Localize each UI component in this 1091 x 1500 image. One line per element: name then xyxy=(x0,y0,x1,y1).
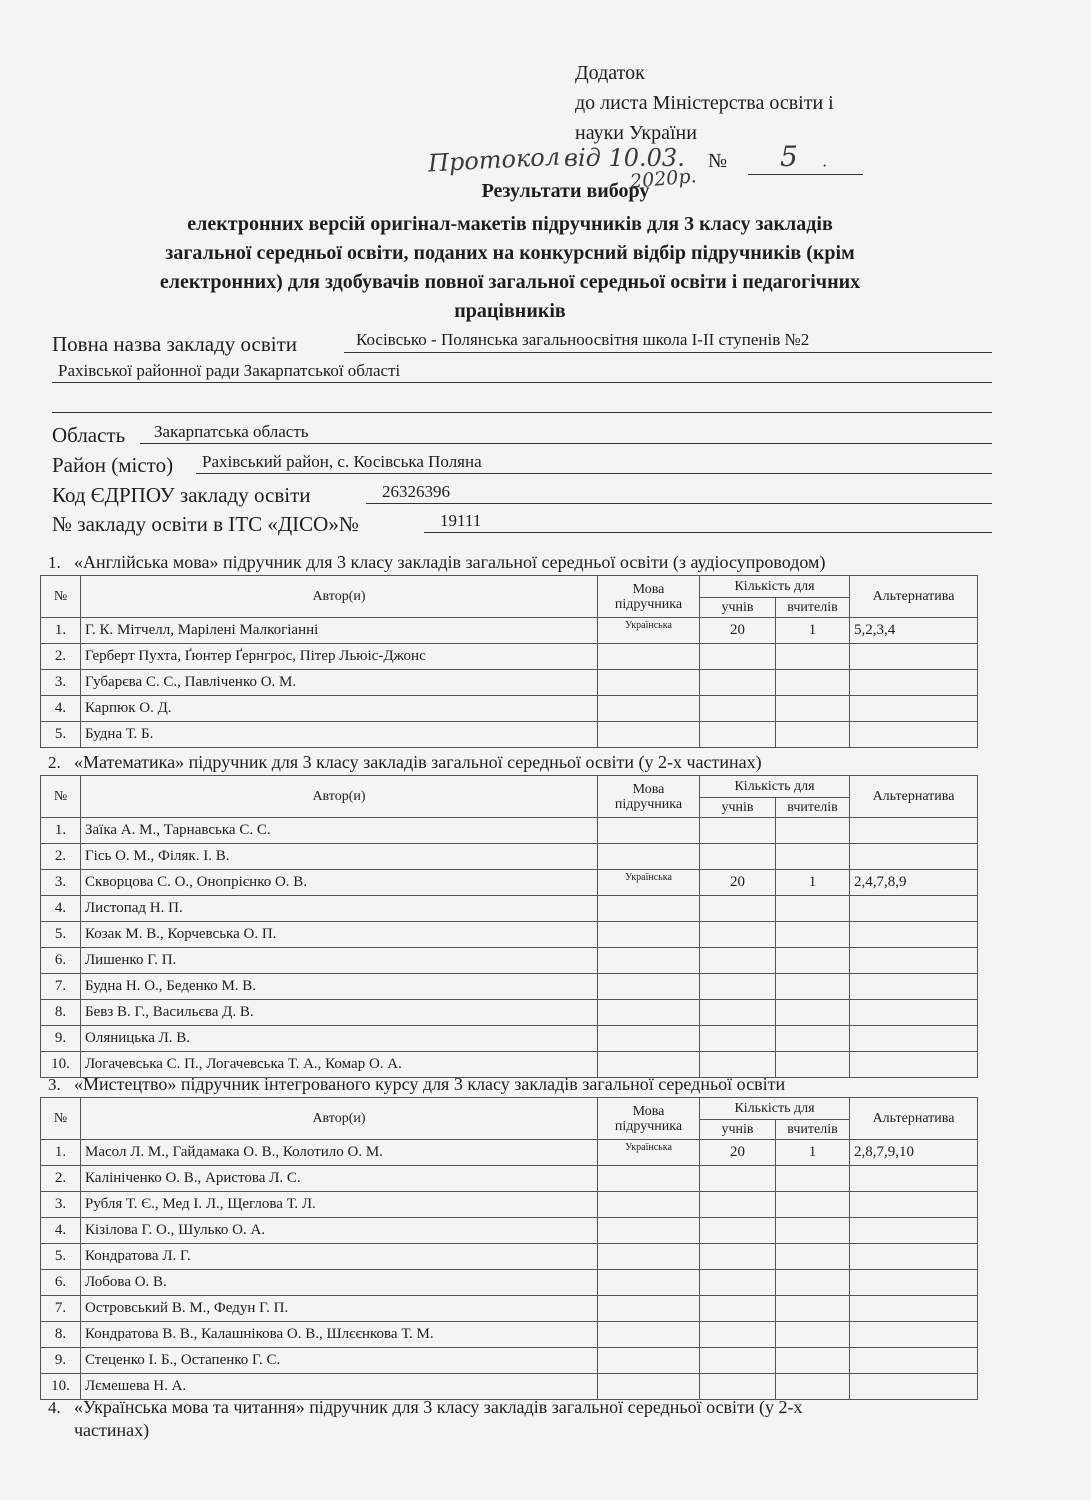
handwritten-protocol-label: Протокол xyxy=(427,142,561,178)
alternative-cell[interactable]: 5,2,3,4 xyxy=(850,618,978,644)
students-cell[interactable] xyxy=(700,1000,776,1026)
teachers-cell[interactable] xyxy=(776,722,850,748)
students-cell[interactable] xyxy=(700,974,776,1000)
table-row: 4. Листопад Н. П. xyxy=(41,896,978,922)
alternative-cell[interactable] xyxy=(850,1348,978,1374)
teachers-cell[interactable]: 1 xyxy=(776,1140,850,1166)
header-authors: Автор(и) xyxy=(81,776,598,818)
table-row: 10. Лємешева Н. А. xyxy=(41,1374,978,1400)
teachers-cell[interactable] xyxy=(776,1192,850,1218)
language-cell[interactable] xyxy=(598,1026,700,1052)
teachers-cell[interactable] xyxy=(776,670,850,696)
section-4-heading-line-1: «Українська мова та читання» підручник для 3 класу закладів загальної середньої освіти (у 2-х xyxy=(74,1397,803,1417)
table-row: 7. Будна Н. О., Беденко М. В. xyxy=(41,974,978,1000)
header-students: учнів xyxy=(700,598,776,618)
header-alternative: Альтернатива xyxy=(850,776,978,818)
table-row: 8. Кондратова В. В., Калашнікова О. В., Шлєєнкова Т. М. xyxy=(41,1322,978,1348)
section-1-number: 1. xyxy=(48,553,61,572)
language-cell[interactable] xyxy=(598,696,700,722)
section-1-heading: «Англійська мова» підручник для 3 класу закладів загальної середньої освіти (з аудіосупроводом) xyxy=(74,552,826,572)
table-row: 1. Масол Л. М., Гайдамака О. В., Колотило О. М. Українська 20 1 2,8,7,9,10 xyxy=(41,1140,978,1166)
district-label: Район (місто) xyxy=(52,453,174,477)
appendix-line-1: Додаток xyxy=(575,62,645,84)
students-cell[interactable] xyxy=(700,1218,776,1244)
alternative-cell[interactable] xyxy=(850,844,978,870)
section-2-heading: «Математика» підручник для 3 класу закладів загальної середньої освіти (у 2-х частинах) xyxy=(74,752,762,772)
language-cell[interactable]: Українська xyxy=(598,1140,700,1166)
alternative-cell[interactable] xyxy=(850,1322,978,1348)
table-header-row xyxy=(41,1098,978,1120)
alternative-cell[interactable] xyxy=(850,670,978,696)
section-1-title xyxy=(48,552,825,573)
students-cell[interactable] xyxy=(700,1244,776,1270)
alternative-cell[interactable] xyxy=(850,1166,978,1192)
header-authors: Автор(и) xyxy=(81,576,598,618)
teachers-cell[interactable]: 1 xyxy=(776,618,850,644)
language-cell[interactable] xyxy=(598,644,700,670)
header-authors: Автор(и) xyxy=(81,1098,598,1140)
language-cell[interactable] xyxy=(598,1166,700,1192)
header-num: № xyxy=(41,576,81,618)
language-cell[interactable] xyxy=(598,1000,700,1026)
table-row: 6. Лобова О. В. xyxy=(41,1270,978,1296)
teachers-cell[interactable] xyxy=(776,1270,850,1296)
alternative-cell[interactable] xyxy=(850,922,978,948)
district-value: Рахівський район, с. Косівська Поляна xyxy=(202,452,482,471)
students-cell[interactable] xyxy=(700,1322,776,1348)
students-cell[interactable] xyxy=(700,922,776,948)
alternative-cell[interactable]: 2,4,7,8,9 xyxy=(850,870,978,896)
table-row: 5. Будна Т. Б. xyxy=(41,722,978,748)
institution-value: Косівсько - Полянська загальноосвітня школа І-ІІ ступенів №2 xyxy=(356,330,810,349)
protocol-number-sign: № xyxy=(708,150,728,172)
language-cell[interactable] xyxy=(598,896,700,922)
students-cell[interactable] xyxy=(700,1166,776,1192)
teachers-cell[interactable] xyxy=(776,974,850,1000)
language-cell[interactable] xyxy=(598,1218,700,1244)
section-4-title xyxy=(48,1396,948,1441)
language-cell[interactable] xyxy=(598,1244,700,1270)
language-cell[interactable] xyxy=(598,922,700,948)
institution-field[interactable] xyxy=(344,328,992,353)
students-cell[interactable]: 20 xyxy=(700,1140,776,1166)
students-cell[interactable] xyxy=(700,696,776,722)
table-row: 2. Калініченко О. В., Аристова Л. С. xyxy=(41,1166,978,1192)
alternative-cell[interactable] xyxy=(850,1218,978,1244)
teachers-cell[interactable] xyxy=(776,1218,850,1244)
table-row: 1. Г. К. Мітчелл, Марілені Малкогіанні Українська 20 1 5,2,3,4 xyxy=(41,618,978,644)
alternative-cell[interactable] xyxy=(850,696,978,722)
teachers-cell[interactable] xyxy=(776,1000,850,1026)
teachers-cell[interactable] xyxy=(776,1052,850,1078)
alternative-cell[interactable] xyxy=(850,1244,978,1270)
table-row: 4. Карпюк О. Д. xyxy=(41,696,978,722)
institution-field-line-2[interactable] xyxy=(52,358,992,383)
itc-value: 19111 xyxy=(440,511,482,530)
teachers-cell[interactable] xyxy=(776,644,850,670)
subtitle-line-1: електронних версій оригінал-макетів підручників для 3 класу закладів xyxy=(187,213,833,235)
language-cell[interactable] xyxy=(598,844,700,870)
alternative-cell[interactable] xyxy=(850,974,978,1000)
header-teachers: вчителів xyxy=(776,1120,850,1140)
header-teachers: вчителів xyxy=(776,598,850,618)
section-2-table xyxy=(40,775,978,1078)
section-2-number: 2. xyxy=(48,753,61,772)
alternative-cell[interactable] xyxy=(850,722,978,748)
table-row: 5. Козак М. В., Корчевська О. П. xyxy=(41,922,978,948)
alternative-cell[interactable] xyxy=(850,1052,978,1078)
table-row: 9. Оляницька Л. В. xyxy=(41,1026,978,1052)
students-cell[interactable] xyxy=(700,722,776,748)
section-1-table xyxy=(40,575,978,748)
table-row: 1. Заїка А. М., Тарнавська С. С. xyxy=(41,818,978,844)
alternative-cell[interactable] xyxy=(850,896,978,922)
students-cell[interactable] xyxy=(700,948,776,974)
section-3-title xyxy=(48,1074,785,1095)
section-2-title xyxy=(48,752,762,773)
appendix-line-3: науки України xyxy=(575,122,697,144)
teachers-cell[interactable] xyxy=(776,1244,850,1270)
table-row: 2. Гісь О. М., Філяк. І. В. xyxy=(41,844,978,870)
students-cell[interactable] xyxy=(700,1270,776,1296)
students-cell[interactable] xyxy=(700,1026,776,1052)
header-quantity: Кількість для xyxy=(700,776,850,798)
table-row: 2. Герберт Пухта, Ґюнтер Ґернгрос, Пітер Льюіс-Джонс xyxy=(41,644,978,670)
table-row: 8. Бевз В. Г., Васильєва Д. В. xyxy=(41,1000,978,1026)
header-students: учнів xyxy=(700,1120,776,1140)
language-cell[interactable] xyxy=(598,670,700,696)
language-cell[interactable] xyxy=(598,1296,700,1322)
students-cell[interactable] xyxy=(700,818,776,844)
appendix-block xyxy=(575,58,834,148)
teachers-cell[interactable] xyxy=(776,948,850,974)
header-language: Мова підручника xyxy=(598,1098,700,1140)
appendix-line-2: до листа Міністерства освіти і xyxy=(575,92,834,114)
handwritten-protocol-date: від 10.03. xyxy=(564,144,685,172)
language-cell[interactable] xyxy=(598,1322,700,1348)
teachers-cell[interactable] xyxy=(776,1026,850,1052)
students-cell[interactable]: 20 xyxy=(700,870,776,896)
region-field[interactable] xyxy=(140,419,992,444)
language-cell[interactable] xyxy=(598,1270,700,1296)
language-cell[interactable] xyxy=(598,722,700,748)
students-cell[interactable] xyxy=(700,670,776,696)
students-cell[interactable] xyxy=(700,1348,776,1374)
institution-label: Повна назва закладу освіти xyxy=(52,332,298,356)
section-4-number: 4. xyxy=(48,1398,61,1417)
handwritten-protocol-number: 5 xyxy=(780,140,798,173)
header-alternative: Альтернатива xyxy=(850,576,978,618)
students-cell[interactable] xyxy=(700,644,776,670)
edrpou-field[interactable] xyxy=(366,479,992,504)
language-cell[interactable]: Українська xyxy=(598,870,700,896)
table-row: 3. Губарєва С. С., Павліченко О. М. xyxy=(41,670,978,696)
alternative-cell[interactable] xyxy=(850,948,978,974)
protocol-number-line xyxy=(748,174,863,175)
teachers-cell[interactable] xyxy=(776,844,850,870)
alternative-cell[interactable]: 2,8,7,9,10 xyxy=(850,1140,978,1166)
institution-value-2: Рахівської районної ради Закарпатської області xyxy=(58,361,401,380)
edrpou-value: 26326396 xyxy=(382,482,450,501)
document-title: Результати вибору xyxy=(481,180,650,202)
section-4-heading-line-2: частинах) xyxy=(74,1420,150,1440)
language-cell[interactable]: Українська xyxy=(598,618,700,644)
language-cell[interactable] xyxy=(598,974,700,1000)
students-cell[interactable] xyxy=(700,844,776,870)
teachers-cell[interactable] xyxy=(776,922,850,948)
header-num: № xyxy=(41,1098,81,1140)
section-3-heading: «Мистецтво» підручник інтегрованого курсу для 3 класу закладів загальної середньої освіти xyxy=(74,1074,786,1094)
header-teachers: вчителів xyxy=(776,798,850,818)
handwritten-protocol-year: 2020р. xyxy=(629,165,698,193)
teachers-cell[interactable] xyxy=(776,1348,850,1374)
table-row: 7. Островський В. М., Федун Г. П. xyxy=(41,1296,978,1322)
teachers-cell[interactable]: 1 xyxy=(776,870,850,896)
header-language: Мова підручника xyxy=(598,776,700,818)
table-row: 6. Лишенко Г. П. xyxy=(41,948,978,974)
header-language: Мова підручника xyxy=(598,576,700,618)
language-cell[interactable] xyxy=(598,948,700,974)
alternative-cell[interactable] xyxy=(850,1296,978,1322)
alternative-cell[interactable] xyxy=(850,1026,978,1052)
teachers-cell[interactable] xyxy=(776,696,850,722)
table-header-row xyxy=(41,776,978,798)
header-quantity: Кількість для xyxy=(700,1098,850,1120)
subtitle-line-2: загальної середньої освіти, поданих на конкурсний відбір підручників (крім xyxy=(165,242,855,264)
edrpou-label: Код ЄДРПОУ закладу освіти xyxy=(52,483,311,507)
teachers-cell[interactable] xyxy=(776,1296,850,1322)
alternative-cell[interactable] xyxy=(850,1192,978,1218)
students-cell[interactable] xyxy=(700,1192,776,1218)
header-alternative: Альтернатива xyxy=(850,1098,978,1140)
section-3-number: 3. xyxy=(48,1075,61,1094)
itc-label: № закладу освіти в ІТС «ДІСО»№ xyxy=(52,512,359,536)
alternative-cell[interactable] xyxy=(850,1000,978,1026)
teachers-cell[interactable] xyxy=(776,1322,850,1348)
teachers-cell[interactable] xyxy=(776,896,850,922)
section-3-table xyxy=(40,1097,978,1400)
header-quantity: Кількість для xyxy=(700,576,850,598)
header-students: учнів xyxy=(700,798,776,818)
table-row: 4. Кізілова Г. О., Шулько О. А. xyxy=(41,1218,978,1244)
table-header-row xyxy=(41,576,978,598)
table-row: 10. Логачевська С. П., Логачевська Т. А., Комар О. А. xyxy=(41,1052,978,1078)
document-subtitle xyxy=(60,210,960,326)
header-num: № xyxy=(41,776,81,818)
district-field[interactable] xyxy=(196,449,992,474)
alternative-cell[interactable] xyxy=(850,818,978,844)
table-row: 3. Скворцова С. О., Онопрієнко О. В. Українська 20 1 2,4,7,8,9 xyxy=(41,870,978,896)
language-cell[interactable] xyxy=(598,1192,700,1218)
teachers-cell[interactable] xyxy=(776,1166,850,1192)
students-cell[interactable]: 20 xyxy=(700,618,776,644)
teachers-cell[interactable] xyxy=(776,818,850,844)
region-value: Закарпатська область xyxy=(154,422,309,441)
institution-field-line-3[interactable] xyxy=(52,388,992,413)
students-cell[interactable] xyxy=(700,1296,776,1322)
subtitle-line-3: електронних) для здобувачів повної загальної середньої освіти і педагогічних xyxy=(159,271,861,293)
table-row: 3. Рубля Т. Є., Мед І. Л., Щеглова Т. Л. xyxy=(41,1192,978,1218)
subtitle-line-4: працівників xyxy=(454,300,566,322)
table-row: 5. Кондратова Л. Г. xyxy=(41,1244,978,1270)
language-cell[interactable] xyxy=(598,818,700,844)
students-cell[interactable] xyxy=(700,896,776,922)
region-label: Область xyxy=(52,423,126,447)
alternative-cell[interactable] xyxy=(850,644,978,670)
language-cell[interactable] xyxy=(598,1348,700,1374)
itc-field[interactable] xyxy=(424,508,992,533)
table-row: 9. Стеценко І. Б., Остапенко Г. С. xyxy=(41,1348,978,1374)
alternative-cell[interactable] xyxy=(850,1270,978,1296)
ink-dot: · xyxy=(822,158,828,175)
